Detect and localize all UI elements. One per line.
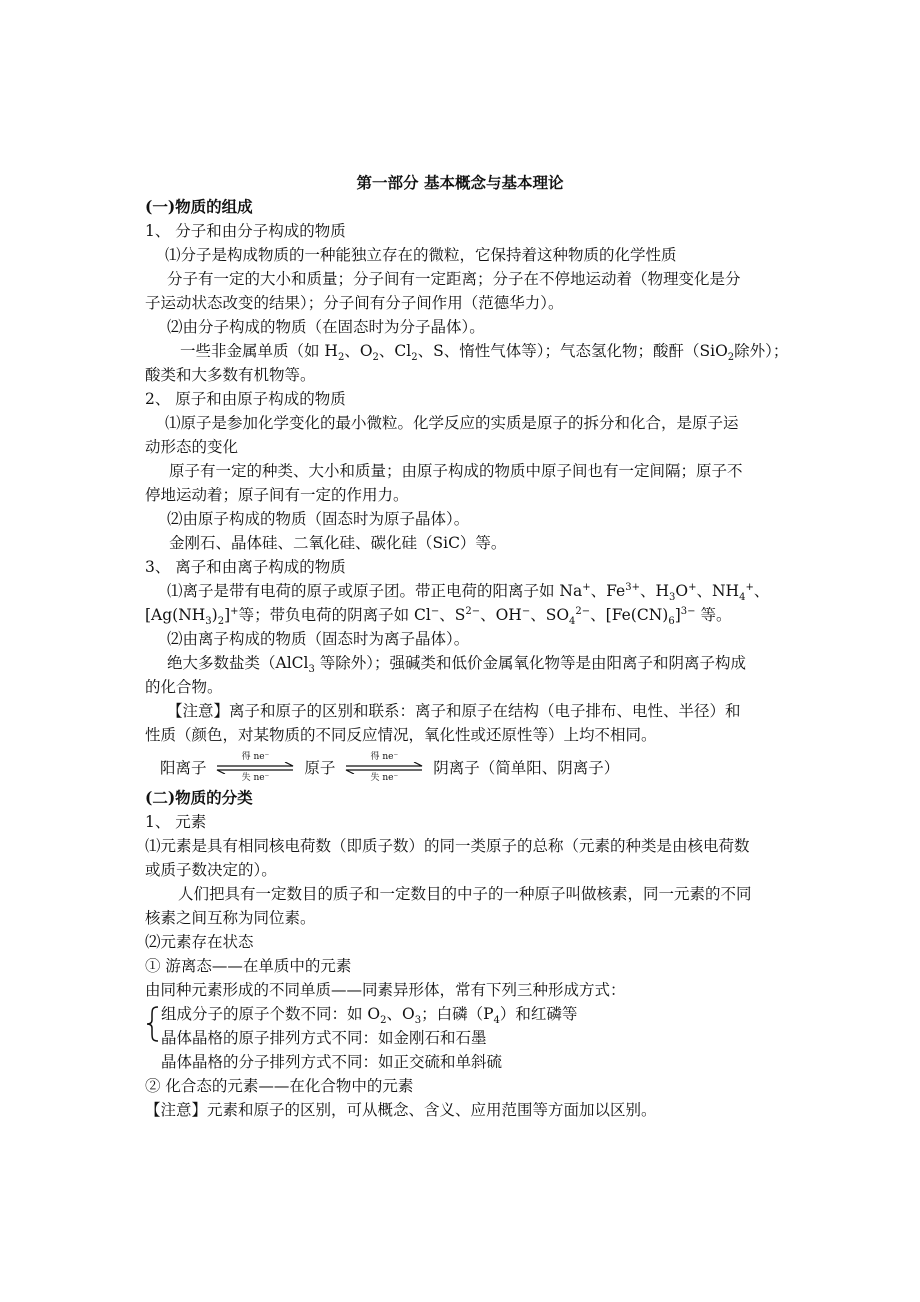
text: 等除外）；强碱类和低价金属氧化物等是由阳离子和阴离子构成: [319, 654, 747, 672]
text: 组成分子的原子个数不同：如 O: [161, 1005, 381, 1023]
paragraph: ⑵由离子构成的物质（固态时为离子晶体）。: [167, 630, 470, 648]
arrow-lose-label: 失 ne⁻: [370, 773, 399, 783]
paragraph: 酸类和大多数有机物等。: [145, 366, 316, 384]
paragraph: 金刚石、晶体硅、二氧化硅、碳化硅（SiC）等。: [169, 534, 507, 552]
arrow-lose-label: 失 ne⁻: [241, 773, 270, 783]
paragraph: 子运动状态改变的结果）；分子间有分子间作用（范德华力）。: [145, 294, 564, 312]
subsection-title-molecules: 1、 分子和由分子构成的物质: [145, 222, 346, 240]
reversible-arrow-icon: [215, 752, 295, 783]
ion-conversion-equation: [160, 752, 620, 783]
paragraph: ① 游离态——在单质中的元素: [145, 957, 352, 975]
text: ；白磷（P: [421, 1005, 494, 1023]
text: 等。: [700, 606, 732, 624]
page-title: 第一部分 基本概念与基本理论: [356, 173, 564, 192]
paragraph: 组成分子的原子个数不同：如 $O_2$、$O_3$；白磷$(P_4)$和红磷等: [161, 1005, 578, 1027]
text: 、惰性气体等）；气态氢化物；酸酐（SiO: [443, 342, 728, 360]
text: 一些非金属单质（如 H: [180, 342, 338, 360]
paragraph: 核素之间互称为同位素。: [145, 909, 316, 927]
text: ⑴离子是带有电荷的原子或原子团。带正电荷的阳离子如 Na: [167, 582, 583, 600]
paragraph: ⑵元素存在状态: [145, 933, 254, 951]
arrow-gain-label: 得 ne⁻: [241, 752, 270, 762]
text: [Ag(NH: [145, 606, 206, 624]
text: 除外）；: [734, 342, 789, 360]
paragraph-ion-list: $[Ag(NH_3)_2]^+$等；带负电荷的阴离子如 Cl−、$S^{2-}$、OH−、$SO_4^{2-}$、$[Fe(CN)_6]^{3-}$ 等。: [145, 605, 732, 628]
paragraph: 或质子数决定的）。: [145, 861, 277, 879]
paragraph: 原子有一定的种类、大小和质量；由原子构成的物质中原子间也有一定间隔；原子不: [169, 462, 743, 480]
paragraph: 绝大多数盐类（AlCl$_3$ 等除外）；强碱类和低价金属氧化物等是由阳离子和阴离子构成: [167, 654, 747, 676]
text: ）和红磷等: [499, 1005, 578, 1023]
paragraph: 分子有一定的大小和质量；分子间有一定距离；分子在不停地运动着（物理变化是分: [167, 270, 741, 288]
subsection-title-ions: 3、 离子和由离子构成的物质: [145, 558, 346, 576]
subsection-title-atoms: 2、 原子和由原子构成的物质: [145, 390, 346, 408]
paragraph: ⑵由原子构成的物质（固态时为原子晶体）。: [167, 510, 470, 528]
paragraph: 动形态的变化: [145, 438, 239, 456]
paragraph: 晶体晶格的原子排列方式不同：如金刚石和石墨: [161, 1029, 487, 1047]
paragraph-formula-line: 一些非金属单质（如 $H_2$、$O_2$、$Cl_2$、S、惰性气体等）；气态氢化物；酸酐（SiO$_2$除外）；: [180, 342, 789, 364]
text: 等；带负电荷的阴离子如 Cl: [238, 606, 431, 624]
subsection-title-elements: 1、 元素: [145, 813, 207, 831]
paragraph-ion-list: ⑴离子是带有电荷的原子或原子团。带正电荷的阳离子如 Na+、$Fe^{3+}$、$H_3O^+$、$NH_4^+$、: [167, 581, 770, 604]
note-paragraph: 性质（颜色，对某物质的不同反应情况，氧化性或还原性等）上均不相同。: [145, 726, 657, 744]
paragraph: ⑴元素是具有相同核电荷数（即质子数）的同一类原子的总称（元素的种类是由核电荷数: [145, 837, 750, 855]
paragraph: 由同种元素形成的不同单质——同素异形体，常有下列三种形成方式：: [145, 981, 626, 999]
paragraph: 停地运动着；原子间有一定的作用力。: [145, 486, 409, 504]
paragraph: 人们把具有一定数目的质子和一定数目的中子的一种原子叫做核素，同一元素的不同: [178, 885, 752, 903]
section-heading-classification: (二)物质的分类: [145, 788, 253, 807]
paragraph: 晶体晶格的分子排列方式不同：如正交硫和单斜硫: [161, 1053, 503, 1071]
arrow-gain-label: 得 ne⁻: [370, 752, 399, 762]
left-brace-icon: [146, 1006, 160, 1042]
section-heading-composition: (一)物质的组成: [145, 197, 253, 216]
reversible-arrow-icon: [344, 752, 424, 783]
paragraph: ② 化合态的元素——在化合物中的元素: [145, 1077, 414, 1095]
anion-label: 阴离子（简单阳、阴离子）: [433, 759, 620, 777]
note-paragraph: 【注意】元素和原子的区别，可从概念、含义、应用范围等方面加以区别。: [145, 1101, 657, 1119]
cation-label: 阳离子: [160, 759, 207, 777]
paragraph: ⑴分子是构成物质的一种能独立存在的微粒，它保持着这种物质的化学性质: [165, 246, 677, 264]
paragraph: ⑵由分子构成的物质（在固态时为分子晶体）。: [167, 318, 485, 336]
text: 绝大多数盐类（AlCl: [167, 654, 309, 672]
atom-label: 原子: [304, 759, 336, 777]
paragraph: ⑴原子是参加化学变化的最小微粒。化学反应的实质是原子的拆分和化合，是原子运: [165, 414, 739, 432]
note-paragraph: 【注意】离子和原子的区别和联系：离子和原子在结构（电子排布、电性、半径）和: [167, 702, 741, 720]
paragraph: 的化合物。: [145, 678, 223, 696]
